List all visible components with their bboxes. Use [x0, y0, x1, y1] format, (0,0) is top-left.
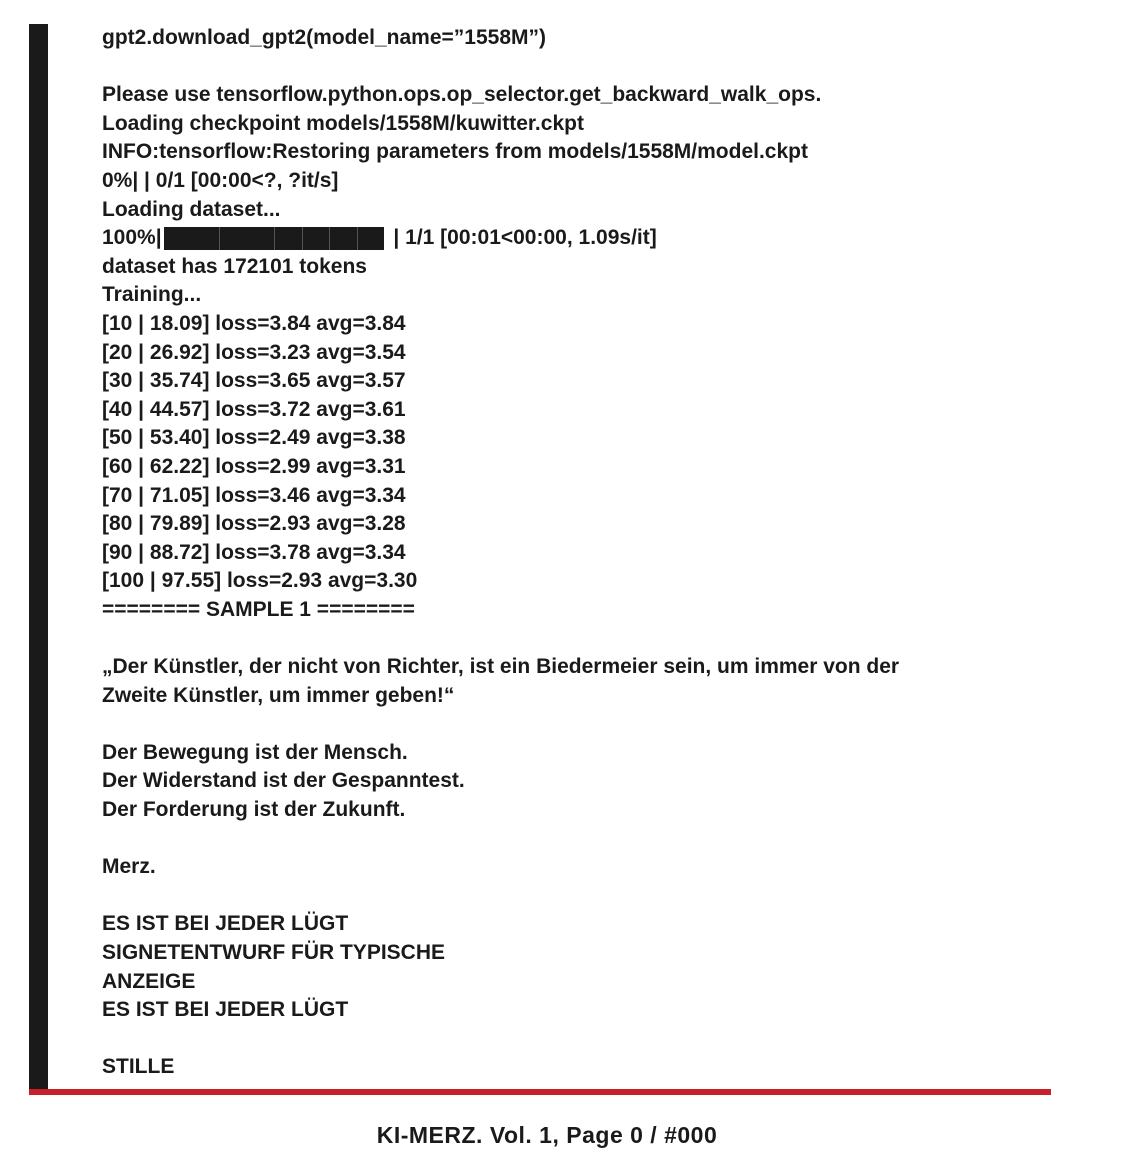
terminal-output	[102, 24, 1062, 1082]
dataset-tokens-line: dataset has 172101 tokens	[102, 254, 367, 278]
training-log-line: [50 | 53.40] loss=2.49 avg=3.38	[102, 426, 406, 450]
progress-bar-segment	[274, 227, 275, 250]
training-log-line: [60 | 62.22] loss=2.99 avg=3.31	[102, 454, 406, 478]
caps-line: ANZEIGE	[102, 969, 196, 993]
blank-line	[102, 882, 1062, 911]
bottom-red-rule	[29, 1089, 1051, 1095]
download-command: gpt2.download_gpt2(model_name=”1558M”)	[102, 26, 546, 49]
training-log-line: [80 | 79.89] loss=2.93 avg=3.28	[102, 512, 406, 536]
progress-percent: 100%|	[102, 226, 162, 250]
sample-header: ======== SAMPLE 1 ========	[102, 597, 415, 621]
training-log-line: [40 | 44.57] loss=3.72 avg=3.61	[102, 397, 406, 421]
sample-quote-line: „Der Künstler, der nicht von Richter, ist ein Biedermeier sein, um immer von der	[102, 655, 900, 679]
progress-bar	[164, 227, 384, 250]
restoring-parameters-line: INFO:tensorflow:Restoring parameters from models/1558M/model.ckpt	[102, 140, 808, 164]
sample-quote-line: Zweite Künstler, um immer geben!“	[102, 683, 455, 707]
caps-line: SIGNETENTWURF FÜR TYPISCHE	[102, 941, 446, 964]
progress-bar-segment	[219, 227, 220, 250]
training-log-line: [10 | 18.09] loss=3.84 avg=3.84	[102, 311, 406, 335]
training-log-line: [70 | 71.05] loss=3.46 avg=3.34	[102, 483, 406, 507]
deprecation-notice: Please use tensorflow.python.ops.op_selector.get_backward_walk_ops.	[102, 83, 822, 107]
progress-full-line	[102, 224, 1062, 253]
blank-line	[102, 624, 1062, 653]
progress-stats: | 1/1 [00:01<00:00, 1.09s/it]	[387, 226, 657, 250]
training-log-line: [20 | 26.92] loss=3.23 avg=3.54	[102, 340, 406, 364]
left-margin-bar	[29, 24, 48, 1090]
closing-line: STILLE	[102, 1055, 175, 1079]
blank-line	[102, 825, 1062, 854]
blank-line	[102, 1025, 1062, 1054]
training-line: Training...	[102, 283, 202, 307]
training-log-line: [90 | 88.72] loss=3.78 avg=3.34	[102, 540, 406, 564]
page-footer-caption: KI-MERZ. Vol. 1, Page 0 / #000	[376, 1122, 718, 1148]
stanza-line: Der Forderung ist der Zukunft.	[102, 798, 406, 822]
progress-bar-segment	[302, 227, 303, 250]
caps-line: ES IST BEI JEDER LÜGT	[102, 912, 349, 936]
blank-line	[102, 710, 1062, 739]
signature-line: Merz.	[102, 855, 156, 879]
training-log-line: [30 | 35.74] loss=3.65 avg=3.57	[102, 369, 406, 393]
stanza-line: Der Widerstand ist der Gespanntest.	[102, 769, 465, 793]
loading-checkpoint-line: Loading checkpoint models/1558M/kuwitter.ckpt	[102, 111, 584, 135]
progress-bar-segment	[329, 227, 330, 250]
progress-bar-segment	[357, 227, 358, 250]
blank-line	[102, 53, 1062, 82]
loading-dataset-line: Loading dataset...	[102, 197, 281, 221]
stanza-line: Der Bewegung ist der Mensch.	[102, 740, 408, 764]
progress-zero-line: 0%| | 0/1 [00:00<?, ?it/s]	[102, 168, 339, 192]
caps-line: ES IST BEI JEDER LÜGT	[102, 998, 349, 1022]
training-log-line: [100 | 97.55] loss=2.93 avg=3.30	[102, 569, 418, 593]
